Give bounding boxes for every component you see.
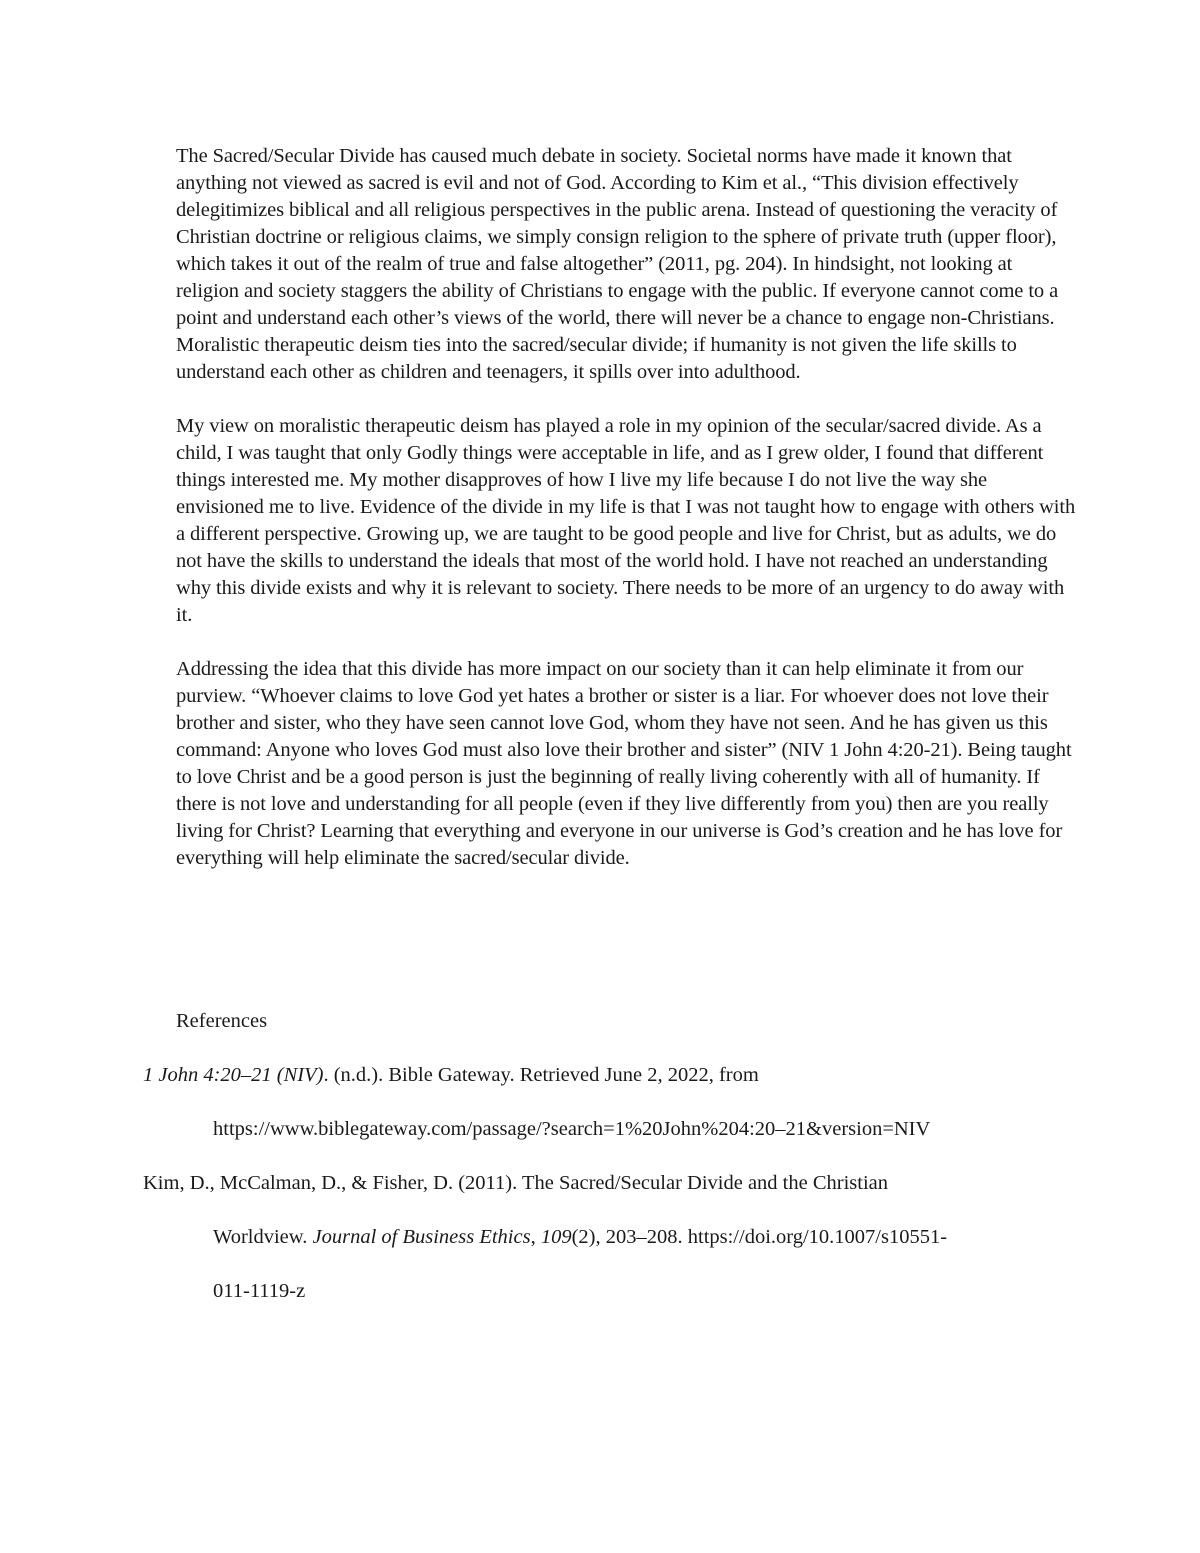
paragraph-1: The Sacred/Secular Divide has caused much debate in society. Societal norms have made it known that anything not viewed as sacred is evil and not of God. According to Kim et al., “This division effectively delegitimizes biblical and all religious perspectives in the public arena. Instead of questioning the veracity of Christian doctrine or religious claims, we simply consign religion to the sphere of private truth (upper floor), which takes it out of the realm of true and false altogether” (2011, pg. 204). In hindsight, not looking at religion and society staggers the ability of Christians to engage with the public. If everyone cannot come to a point and understand each other’s views of the world, there will never be a chance to engage non-Christians. Moralistic therapeutic deism ties into the sacred/secular divide; if humanity is not given the life skills to understand each other as children and teenagers, it spills over into adulthood.	[176, 145, 1059, 383]
reference-2-sep: ,	[530, 1226, 541, 1248]
references-heading: References	[176, 1010, 268, 1032]
reference-2-doi-end: 011-1119-z	[213, 1280, 306, 1302]
reference-2-pages-doi: (2), 203–208. https://doi.org/10.1007/s10551-	[571, 1226, 948, 1248]
reference-1-url: https://www.biblegateway.com/passage/?search=1%20John%204:20–21&version=NIV	[213, 1118, 931, 1140]
reference-2-authors: Kim, D., McCalman, D., & Fisher, D. (2011). The Sacred/Secular Divide and the Christian	[143, 1172, 889, 1194]
reference-1-details: . (n.d.). Bible Gateway. Retrieved June 2, 2022, from	[323, 1064, 759, 1086]
essay-body	[176, 143, 1076, 899]
reference-2-volume: 109	[540, 1226, 572, 1248]
reference-entry-2	[143, 1170, 1063, 1305]
reference-2-title-end: Worldview.	[213, 1226, 313, 1248]
reference-entry-1	[143, 1062, 1063, 1143]
reference-1-line-1	[143, 1062, 1063, 1089]
reference-2-line-2	[143, 1224, 1063, 1251]
reference-2-journal: Journal of Business Ethics	[312, 1226, 531, 1248]
paragraph-3: Addressing the idea that this divide has more impact on our society than it can help eliminate it from our purview. “Whoever claims to love God yet hates a brother or sister is a liar. For whoever does not love their brother and sister, who they have seen cannot love God, whom they have not seen. And he has given us this command: Anyone who loves God must also love their brother and sister” (NIV 1 John 4:20-21). Being taught to love Christ and be a good person is just the beginning of really living coherently with all of humanity. If there is not love and understanding for all people (even if they live differently from you) then are you really living for Christ? Learning that everything and everyone in our universe is God’s creation and he has love for everything will help eliminate the sacred/secular divide.	[176, 658, 1072, 869]
reference-1-title: 1 John 4:20–21 (NIV)	[143, 1064, 324, 1086]
paragraph-2: My view on moralistic therapeutic deism has played a role in my opinion of the secular/sacred divide. As a child, I was taught that only Godly things were acceptable in life, and as I grew older, I found that different things interested me. My mother disapproves of how I live my life because I do not live the way she envisioned me to live. Evidence of the divide in my life is that I was not taught how to engage with others with a different perspective. Growing up, we are taught to be good people and live for Christ, but as adults, we do not have the skills to understand the ideals that most of the world hold. I have not reached an understanding why this divide exists and why it is relevant to society. There needs to be more of an urgency to do away with it.	[176, 415, 1076, 626]
